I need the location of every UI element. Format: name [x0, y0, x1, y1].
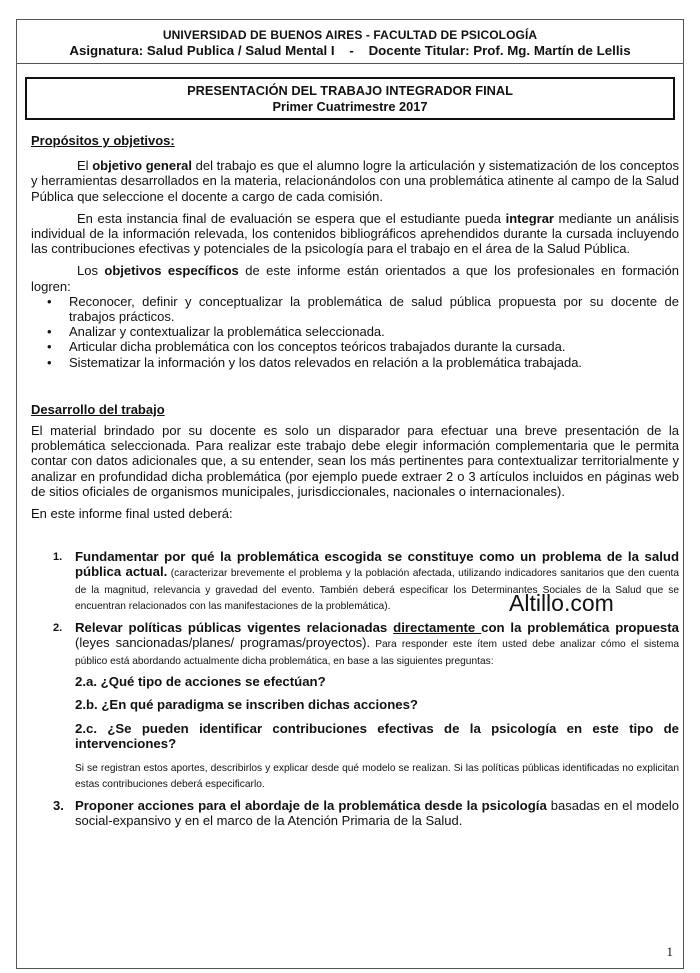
header-rule [17, 63, 683, 64]
question-c: 2.c. ¿Se pueden identificar contribuciones efectivas de la psicología en este tipo de intervenciones? Si se registran estos aportes, describirlos y explicar desde qué modelo se realizan. Si las políticas públicas identificadas no explicitan estas contribuciones deberá especificarlo. [75, 720, 679, 791]
title-box [25, 77, 675, 120]
list-item: • Analizar y contextualizar la problemática seleccionada. [69, 324, 679, 339]
paragraph-specific-objectives: Los objetivos específicos de este informe están orientados a que los profesionales en formación logren: [31, 263, 680, 294]
watermark-text: Altillo.com [509, 590, 614, 616]
task-item-3: 3. Proponer acciones para el abordaje de la problemática desde la psicología basadas en el modelo social-expansivo y en el marco de la Atención Primaria de la Salud. [53, 797, 679, 829]
task-item-2: 2. Relevar políticas públicas vigentes relacionadas directamente con la problemática propuesta (leyes sancionadas/planes/ programas/proyectos). Para responder este ítem usted debe analizar cómo el sistema público está abordando actualmente dicha problemática, en base a las siguientes preguntas: 2.a. ¿Qué tipo de acciones se efectúan? 2.b. ¿En qué paradigma se inscriben dichas acciones? 2.c. ¿Se pueden identificar contribuciones efectivas de la psicología en este tipo de intervenciones? Si se registran estos aportes, describirlos y explicar desde qué modelo se realizan. Si las políticas públicas identificadas no explicitan estas contribuciones deberá especificarlo. [53, 619, 680, 791]
paragraph-evaluation: En esta instancia final de evaluación se espera que el estudiante pueda integrar mediante un análisis individual de la información relevada, los contenidos bibliográficos aprehendidos durante la cursada incluyendo las contribuciones efectivas y potenciales de la psicología para el trabajo en el área de la Salud Pública. [31, 210, 680, 257]
university-line: UNIVERSIDAD DE BUENOS AIRES - FACULTAD DE PSICOLOGÍA [162, 28, 538, 42]
question-b: 2.b. ¿En qué paradigma se inscriben dichas acciones? [75, 697, 418, 713]
task-item-1: 1. Fundamentar por qué la problemática escogida se constituye como un problema de la salud pública actual. (caracterizar brevemente el problema y la población afectada, utilizando indicadores sanitarios que den cuenta de la magnitud, relevancia y gravedad del evento. También deberá especificar los Determinantes Sociales de la Salud que se encuentran relacionados con las manifestaciones de la problemática). [53, 549, 679, 613]
section-heading-objectives: Propósitos y objetivos: [31, 133, 175, 148]
title-sub: Primer Cuatrimestre 2017 [272, 99, 428, 114]
page-number: 1 [666, 944, 673, 959]
paragraph-instructions: En este informe final usted deberá: [31, 506, 233, 522]
paragraph-development: El material brindado por su docente es solo un disparador para efectuar una breve presentación de la problemática seleccionada. Para realizar este trabajo debe elegir información complementaria que le permita contar con datos adicionales que, a su entender, sean los más pertinentes para contextualizar territorialmente y analizar en profundidad dicha problemática (por ejemplo puede extraer 2 o 3 artículos incluidos en páginas web de sitios oficiales de organismos municipales, jurisdiccionales, nacionales o internacionales). [31, 423, 679, 499]
title-main: PRESENTACIÓN DEL TRABAJO INTEGRADOR FINAL [187, 83, 513, 98]
section-heading-development: Desarrollo del trabajo [31, 401, 165, 417]
question-a: 2.a. ¿Qué tipo de acciones se efectúan? [75, 674, 326, 690]
paragraph-general-objective: El objetivo general del trabajo es que el alumno logre la articulación y sistematización de los conceptos y herramientas desarrollados en la materia, relacionándolos con una problemática atinente al campo de la Salud Pública que seleccione el docente a cargo de cada comisión. [31, 158, 680, 204]
document-body [31, 133, 679, 834]
objectives-list [31, 294, 679, 370]
document-page [16, 19, 684, 969]
document-header [17, 28, 683, 58]
list-item: • Sistematizar la información y los datos relevados en relación a la problemática trabajada. [69, 355, 679, 370]
list-item: • Reconocer, definir y conceptualizar la problemática de salud pública propuesta por su docente de trabajos prácticos. [69, 294, 679, 324]
course-line: Asignatura: Salud Publica / Salud Mental I - Docente Titular: Prof. Mg. Martín de Lellis [69, 43, 631, 58]
list-item: • Articular dicha problemática con los conceptos teóricos trabajados durante la cursada. [69, 339, 679, 354]
task-2-questions [75, 674, 679, 792]
